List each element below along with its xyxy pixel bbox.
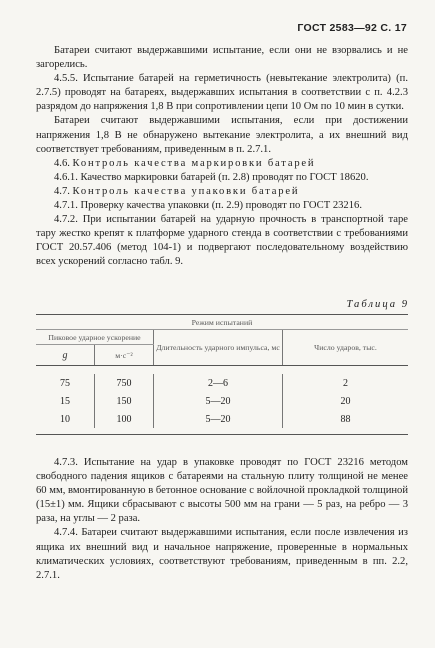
table-row: [36, 392, 408, 410]
table-sub-header: Пиковое ударное ускорение: [36, 330, 154, 345]
paragraph: 4.7.2. При испытании батарей на ударную прочность в транспортной таре тару жестко крепят к платформе ударного стенда в соответствии с требованиями ГОСТ 20.57.406 (метод 104-1) и подвергают последовательному воздействию всех ускорений согласно табл. 9.: [36, 214, 408, 268]
table-cell: 75: [60, 377, 70, 389]
text-block-bottom: [36, 456, 408, 583]
table-header-duration: Длительность ударного импульса, мс: [154, 330, 283, 366]
table-cell: 2—6: [154, 374, 283, 392]
page-header: ГОСТ 2583—92 С. 17: [297, 22, 407, 34]
section-number: 4.6.: [54, 157, 70, 169]
text-block-top: [36, 44, 408, 270]
table-cell: 15: [60, 395, 70, 407]
table-cell: 20: [283, 392, 409, 410]
section-heading: [36, 185, 408, 199]
section-title: Контроль качества маркировки батарей: [72, 157, 316, 169]
paragraph: Батареи считают выдержавшими испытание, если они не взорвались и не загорелись.: [36, 45, 408, 71]
table-row: [36, 410, 408, 428]
paragraph: 4.5.5. Испытание батарей на герметичность (невытекание электролита) (п. 2.7.5) проводят на батареях, выдержавших испытания в соответствии с п. 4.2.3 разрядом до напряжения 1,8 В при сопротивлении цепи 10 Ом по 10 мин в сутки.: [36, 73, 408, 113]
paragraph: 4.6.1. Качество маркировки батарей (п. 2.8) проводят по ГОСТ 18620.: [54, 171, 369, 183]
table-cell: 2: [283, 374, 409, 392]
table-cell: 750: [95, 374, 154, 392]
table-cell: 150: [95, 392, 154, 410]
table-header-count: Число ударов, тыс.: [283, 330, 409, 366]
section-number: 4.7.: [54, 185, 70, 197]
table-cell: 5—20: [154, 392, 283, 410]
table-caption: Таблица 9: [346, 299, 409, 310]
table-cell: 10: [60, 413, 70, 425]
table-cell: 5—20: [154, 410, 283, 428]
table-group-header: Режим испытаний: [36, 315, 408, 330]
table-cell: 88: [283, 410, 409, 428]
table-cell: 100: [95, 410, 154, 428]
paragraph: 4.7.4. Батареи считают выдержавшими испытания, если после извлечения из ящика их внешний вид и начальное напряжение, проверенные в нормальных климатических условиях, соответствуют требованиям, приведенным в пп. 2.2, 2.7.1.: [36, 527, 408, 581]
table-header-ms: м·с⁻²: [95, 345, 154, 366]
paragraph: 4.7.3. Испытание на удар в упаковке проводят по ГОСТ 23216 методом свободного падения ящиков с батареями на стальную плиту толщиной не менее 60 мм, вмонтированную в бетонное основание с войлочной прокладкой толщиной (15±1) мм. Ящики сбрасывают с высоты 500 мм на грани — 5 раз, на ребро — 3 раза, на углы — 2 раза.: [36, 457, 408, 525]
data-table: [36, 314, 408, 435]
table-header-g: g: [36, 345, 95, 366]
section-title: Контроль качества упаковки батарей: [72, 185, 300, 197]
section-heading: [36, 157, 408, 171]
table-row: [36, 374, 408, 392]
paragraph: Батареи считают выдержавшими испытания, если при достижении напряжения 1,8 В не обнаружено вытекание электролита, а их внешний вид соответствует требованиям, приведенным в п. 2.7.1.: [36, 115, 408, 155]
paragraph: 4.7.1. Проверку качества упаковки (п. 2.9) проводят по ГОСТ 23216.: [54, 200, 362, 212]
